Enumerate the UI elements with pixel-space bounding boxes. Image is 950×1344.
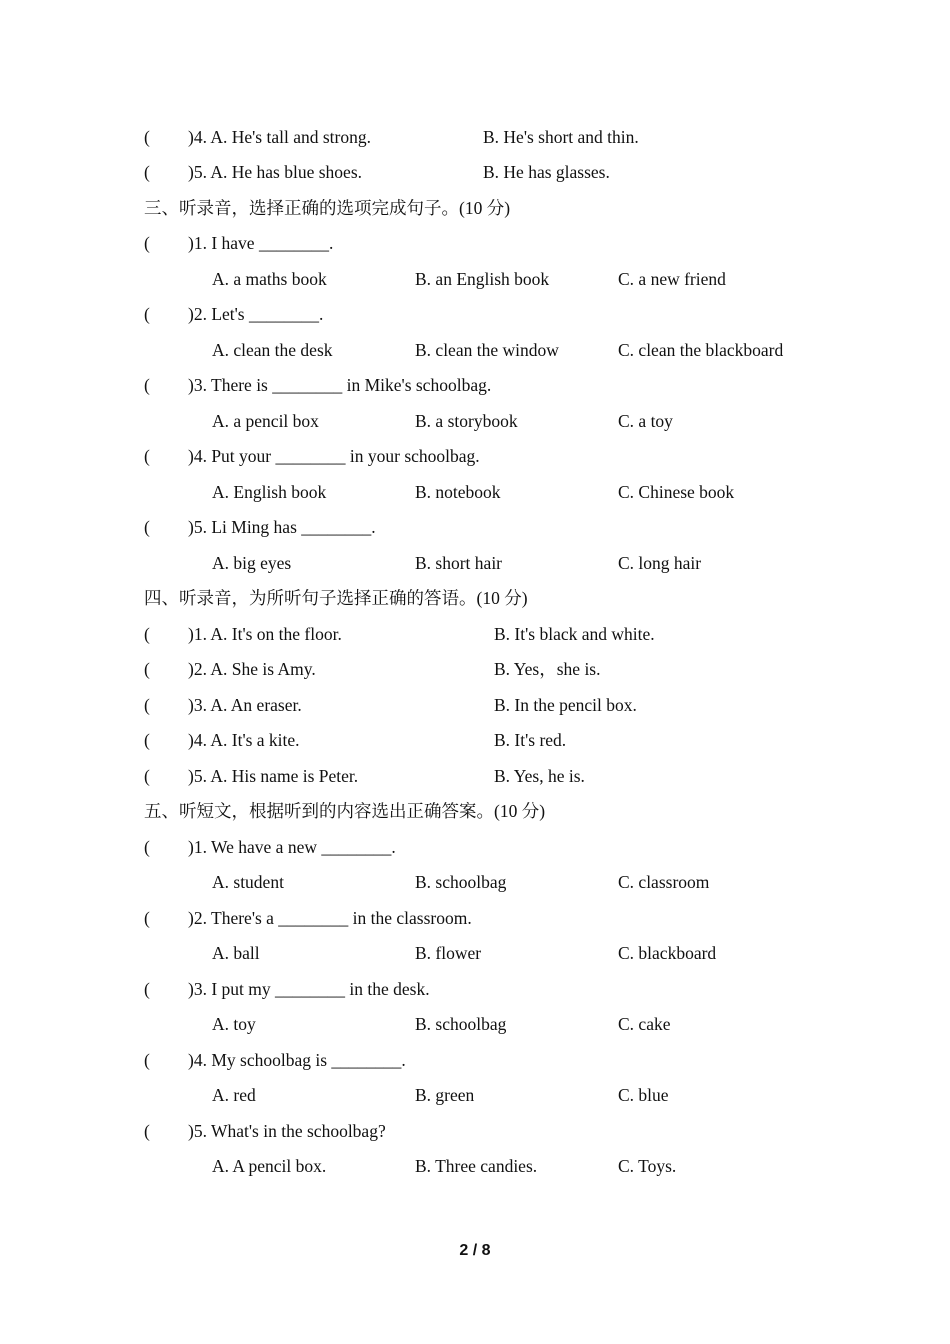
sec3-options-1 xyxy=(0,267,950,291)
option-b: B. a storybook xyxy=(415,411,518,431)
sec4-item-1 xyxy=(0,622,950,646)
option-a: A. big eyes xyxy=(212,553,292,573)
option-b: B. Yes, he is. xyxy=(494,766,585,786)
question-text: )3. I put my ________ in the desk. xyxy=(188,979,430,999)
question-text: )3. A. An eraser. xyxy=(188,695,302,715)
option-c: C. clean the blackboard xyxy=(618,340,784,360)
answer-paren: ( xyxy=(144,127,150,147)
option-b: B. an English book xyxy=(415,269,550,289)
sec3-question-5 xyxy=(0,515,950,539)
section-3-heading xyxy=(0,196,950,220)
sec3-question-3 xyxy=(0,373,950,397)
option-b: B. green xyxy=(415,1085,475,1105)
option-b: B. He's short and thin. xyxy=(483,127,639,147)
option-a: A. a maths book xyxy=(212,269,327,289)
option-c: C. long hair xyxy=(618,553,702,573)
answer-paren: ( xyxy=(144,1121,150,1141)
option-c: C. a toy xyxy=(618,411,673,431)
sec4-item-3 xyxy=(0,693,950,717)
option-a: A. A pencil box. xyxy=(212,1156,327,1176)
question-text: )2. There's a ________ in the classroom. xyxy=(188,908,472,928)
answer-paren: ( xyxy=(144,766,150,786)
answer-paren: ( xyxy=(144,517,150,537)
option-b: B. flower xyxy=(415,943,482,963)
sec3-options-4 xyxy=(0,480,950,504)
option-b: B. short hair xyxy=(415,553,503,573)
section-heading: 四、听录音，为所听句子选择正确的答语。(10 分) xyxy=(144,588,528,608)
question-text: )4. A. It's a kite. xyxy=(188,730,300,750)
sec5-options-1 xyxy=(0,870,950,894)
sec3-options-2 xyxy=(0,338,950,362)
question-text: )1. We have a new ________. xyxy=(188,837,396,857)
option-c: C. blackboard xyxy=(618,943,717,963)
option-a: A. a pencil box xyxy=(212,411,319,431)
sec3-question-1 xyxy=(0,231,950,255)
section-4-heading xyxy=(0,586,950,610)
option-a: A. student xyxy=(212,872,284,892)
option-a: A. English book xyxy=(212,482,327,502)
page-number: 2 / 8 xyxy=(459,1242,491,1259)
option-b: B. Yes，she is. xyxy=(494,659,601,679)
sec4-item-4 xyxy=(0,728,950,752)
sec3-options-3 xyxy=(0,409,950,433)
answer-paren: ( xyxy=(144,837,150,857)
sec2-item-5 xyxy=(0,160,950,184)
question-text: )2. A. She is Amy. xyxy=(188,659,316,679)
sec5-options-5 xyxy=(0,1154,950,1178)
option-c: C. cake xyxy=(618,1014,671,1034)
sec5-question-5 xyxy=(0,1119,950,1143)
option-a: A. ball xyxy=(212,943,260,963)
sec5-question-3 xyxy=(0,977,950,1001)
answer-paren: ( xyxy=(144,730,150,750)
option-c: C. blue xyxy=(618,1085,669,1105)
option-a: A. red xyxy=(212,1085,256,1105)
answer-paren: ( xyxy=(144,624,150,644)
sec5-options-4 xyxy=(0,1083,950,1107)
question-text: )5. A. He has blue shoes. xyxy=(188,162,363,182)
sec5-question-4 xyxy=(0,1048,950,1072)
section-heading: 五、听短文，根据听到的内容选出正确答案。(10 分) xyxy=(144,801,546,821)
option-b: B. schoolbag xyxy=(415,872,507,892)
answer-paren: ( xyxy=(144,375,150,395)
sec5-question-2 xyxy=(0,906,950,930)
sec5-options-2 xyxy=(0,941,950,965)
sec5-question-1 xyxy=(0,835,950,859)
question-text: )5. What's in the schoolbag? xyxy=(188,1121,386,1141)
option-b: B. schoolbag xyxy=(415,1014,507,1034)
question-text: )2. Let's ________. xyxy=(188,304,324,324)
question-text: )1. A. It's on the floor. xyxy=(188,624,342,644)
sec3-question-2 xyxy=(0,302,950,326)
option-a: A. clean the desk xyxy=(212,340,333,360)
option-b: B. Three candies. xyxy=(415,1156,538,1176)
answer-paren: ( xyxy=(144,304,150,324)
section-5-heading xyxy=(0,799,950,823)
sec2-item-4 xyxy=(0,125,950,149)
option-b: B. He has glasses. xyxy=(483,162,610,182)
sec3-question-4 xyxy=(0,444,950,468)
answer-paren: ( xyxy=(144,979,150,999)
option-c: C. Chinese book xyxy=(618,482,735,502)
question-text: )4. A. He's tall and strong. xyxy=(188,127,371,147)
answer-paren: ( xyxy=(144,446,150,466)
option-c: C. classroom xyxy=(618,872,710,892)
sec4-item-2 xyxy=(0,657,950,681)
question-text: )3. There is ________ in Mike's schoolbag. xyxy=(188,375,492,395)
answer-paren: ( xyxy=(144,233,150,253)
option-c: C. a new friend xyxy=(618,269,726,289)
option-b: B. It's black and white. xyxy=(494,624,655,644)
option-a: A. toy xyxy=(212,1014,256,1034)
question-text: )1. I have ________. xyxy=(188,233,334,253)
option-b: B. notebook xyxy=(415,482,501,502)
question-text: )5. A. His name is Peter. xyxy=(188,766,359,786)
option-b: B. clean the window xyxy=(415,340,559,360)
option-b: B. In the pencil box. xyxy=(494,695,637,715)
question-text: )4. Put your ________ in your schoolbag. xyxy=(188,446,480,466)
section-heading: 三、听录音，选择正确的选项完成句子。(10 分) xyxy=(144,198,511,218)
answer-paren: ( xyxy=(144,162,150,182)
answer-paren: ( xyxy=(144,1050,150,1070)
answer-paren: ( xyxy=(144,908,150,928)
sec3-options-5 xyxy=(0,551,950,575)
question-text: )4. My schoolbag is ________. xyxy=(188,1050,406,1070)
answer-paren: ( xyxy=(144,695,150,715)
option-c: C. Toys. xyxy=(618,1156,677,1176)
option-b: B. It's red. xyxy=(494,730,567,750)
answer-paren: ( xyxy=(144,659,150,679)
question-text: )5. Li Ming has ________. xyxy=(188,517,376,537)
sec5-options-3 xyxy=(0,1012,950,1036)
sec4-item-5 xyxy=(0,764,950,788)
